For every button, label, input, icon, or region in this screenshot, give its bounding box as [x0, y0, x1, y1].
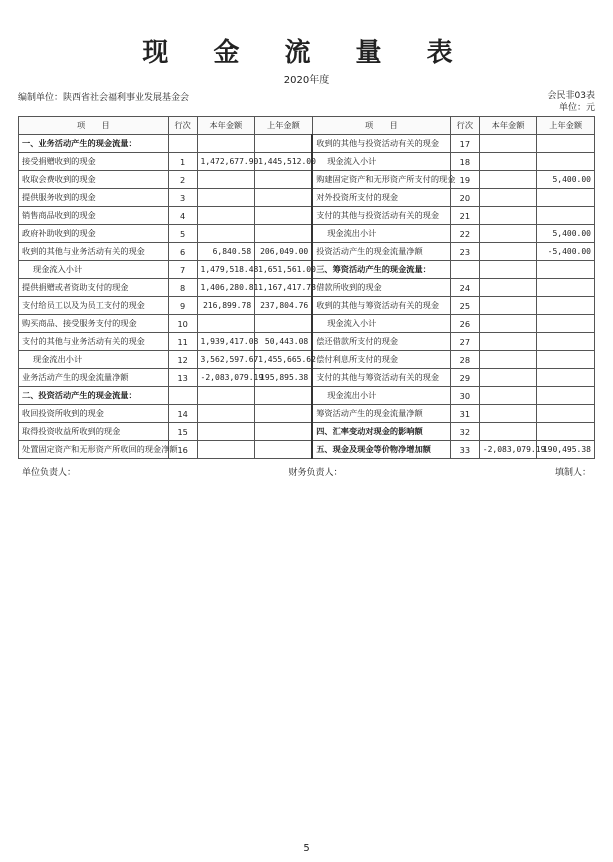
left-prior-cell: 1,651,561.00	[255, 261, 313, 279]
right-line-cell: 29	[450, 369, 479, 387]
right-current-cell	[479, 189, 537, 207]
right-item-cell: 筹资活动产生的现金流量净额	[312, 405, 450, 423]
left-item-cell: 提供捐赠或者资助支付的现金	[19, 279, 169, 297]
left-item-cell: 收到的其他与业务活动有关的现金	[19, 243, 169, 261]
table-row	[19, 387, 595, 405]
right-item-cell: 收到的其他与筹资活动有关的现金	[312, 297, 450, 315]
right-item-cell: 偿还借款所支付的现金	[312, 333, 450, 351]
right-item-cell: 借款所收到的现金	[312, 279, 450, 297]
table-row	[19, 207, 595, 225]
left-item-cell: 收取会费收到的现金	[19, 171, 169, 189]
left-current-cell	[197, 405, 255, 423]
left-line-cell: 1	[168, 153, 197, 171]
right-line-cell: 27	[450, 333, 479, 351]
left-line-cell: 2	[168, 171, 197, 189]
right-prior-cell: 5,400.00	[537, 171, 595, 189]
left-item-cell: 业务活动产生的现金流量净额	[19, 369, 169, 387]
left-current-cell	[197, 441, 255, 459]
left-prior-cell	[255, 315, 313, 333]
left-item-cell: 处置固定资产和无形资产所收回的现金净额	[19, 441, 169, 459]
left-current-cell: 1,479,518.48	[197, 261, 255, 279]
right-prior-cell: 190,495.38	[537, 441, 595, 459]
right-line-cell: 31	[450, 405, 479, 423]
table-row	[19, 351, 595, 369]
right-item-cell: 五、现金及现金等价物净增加额	[312, 441, 450, 459]
left-prior-cell: 1,445,512.00	[255, 153, 313, 171]
left-line-cell: 4	[168, 207, 197, 225]
left-prior-cell	[255, 387, 313, 405]
right-current-cell: -2,083,079.19	[479, 441, 537, 459]
table-row	[19, 369, 595, 387]
left-line-cell: 10	[168, 315, 197, 333]
right-line-cell: 21	[450, 207, 479, 225]
left-item-cell: 二、投资活动产生的现金流量：	[19, 387, 169, 405]
right-prior-cell	[537, 153, 595, 171]
right-line-cell: 32	[450, 423, 479, 441]
header-meta	[18, 90, 595, 114]
right-current-cell	[479, 387, 537, 405]
left-line-cell: 16	[168, 441, 197, 459]
table-row	[19, 279, 595, 297]
right-line-cell: 30	[450, 387, 479, 405]
right-prior-cell: 5,400.00	[537, 225, 595, 243]
right-item-cell: 现金流出小计	[312, 387, 450, 405]
col-item-right: 项 目	[312, 117, 450, 135]
left-item-cell: 支付的其他与业务活动有关的现金	[19, 333, 169, 351]
right-item-cell: 三、筹资活动产生的现金流量：	[312, 261, 450, 279]
left-item-cell: 销售商品收到的现金	[19, 207, 169, 225]
col-line-right: 行次	[450, 117, 479, 135]
left-prior-cell: 195,895.38	[255, 369, 313, 387]
left-current-cell	[197, 171, 255, 189]
right-prior-cell	[537, 333, 595, 351]
left-line-cell: 13	[168, 369, 197, 387]
left-line-cell: 6	[168, 243, 197, 261]
right-current-cell	[479, 171, 537, 189]
right-current-cell	[479, 207, 537, 225]
right-line-cell: 19	[450, 171, 479, 189]
right-line-cell: 22	[450, 225, 479, 243]
left-line-cell: 7	[168, 261, 197, 279]
table-row	[19, 441, 595, 459]
left-item-cell: 取得投资收益所收到的现金	[19, 423, 169, 441]
left-line-cell: 9	[168, 297, 197, 315]
left-current-cell	[197, 189, 255, 207]
right-prior-cell: -5,400.00	[537, 243, 595, 261]
unit-label: 单位：元	[558, 103, 595, 114]
right-item-cell: 对外投资所支付的现金	[312, 189, 450, 207]
right-current-cell	[479, 225, 537, 243]
right-prior-cell	[537, 387, 595, 405]
right-item-cell: 现金流入小计	[312, 315, 450, 333]
left-prior-cell	[255, 405, 313, 423]
left-line-cell: 5	[168, 225, 197, 243]
right-item-cell: 投资活动产生的现金流量净额	[312, 243, 450, 261]
left-prior-cell	[255, 207, 313, 225]
left-line-cell: 14	[168, 405, 197, 423]
left-prior-cell: 1,455,665.62	[255, 351, 313, 369]
form-code: 会民非03表	[547, 91, 595, 101]
left-current-cell	[197, 423, 255, 441]
left-current-cell: -2,083,079.19	[197, 369, 255, 387]
right-current-cell	[479, 243, 537, 261]
table-row	[19, 135, 595, 153]
right-current-cell	[479, 351, 537, 369]
right-item-cell: 偿付利息所支付的现金	[312, 351, 450, 369]
left-current-cell	[197, 207, 255, 225]
left-item-cell: 现金流出小计	[19, 351, 169, 369]
right-current-cell	[479, 153, 537, 171]
left-item-cell: 接受捐赠收到的现金	[19, 153, 169, 171]
left-prior-cell	[255, 225, 313, 243]
right-current-cell	[479, 333, 537, 351]
signature-row	[18, 465, 595, 478]
cash-flow-table	[18, 116, 595, 459]
left-current-cell: 1,472,677.90	[197, 153, 255, 171]
right-prior-cell	[537, 261, 595, 279]
right-prior-cell	[537, 405, 595, 423]
left-line-cell	[168, 387, 197, 405]
table-row	[19, 225, 595, 243]
form-meta	[548, 90, 595, 114]
table-row	[19, 261, 595, 279]
left-current-cell: 1,939,417.08	[197, 333, 255, 351]
right-current-cell	[479, 135, 537, 153]
col-current-right: 本年金额	[479, 117, 537, 135]
col-prior-right: 上年金额	[537, 117, 595, 135]
left-item-cell: 支付给员工以及为员工支付的现金	[19, 297, 169, 315]
right-line-cell	[450, 261, 479, 279]
left-current-cell	[197, 135, 255, 153]
right-line-cell: 23	[450, 243, 479, 261]
right-line-cell: 25	[450, 297, 479, 315]
left-line-cell: 3	[168, 189, 197, 207]
right-current-cell	[479, 297, 537, 315]
right-line-cell: 26	[450, 315, 479, 333]
right-current-cell	[479, 261, 537, 279]
right-item-cell: 收到的其他与投资活动有关的现金	[312, 135, 450, 153]
table-body	[19, 135, 595, 459]
right-item-cell: 四、汇率变动对现金的影响额	[312, 423, 450, 441]
left-prior-cell: 1,167,417.78	[255, 279, 313, 297]
right-prior-cell	[537, 423, 595, 441]
right-prior-cell	[537, 189, 595, 207]
col-current: 本年金额	[197, 117, 255, 135]
table-row	[19, 189, 595, 207]
page-title: 现 金 流 量 表	[142, 38, 471, 68]
table-header-row	[19, 117, 595, 135]
right-prior-cell	[537, 297, 595, 315]
left-prior-cell	[255, 135, 313, 153]
right-current-cell	[479, 423, 537, 441]
right-prior-cell	[537, 315, 595, 333]
right-line-cell: 28	[450, 351, 479, 369]
table-row	[19, 423, 595, 441]
page-number: 5	[303, 843, 310, 854]
right-current-cell	[479, 315, 537, 333]
col-line: 行次	[168, 117, 197, 135]
col-item: 项 目	[19, 117, 169, 135]
right-item-cell: 支付的其他与投资活动有关的现金	[312, 207, 450, 225]
table-row	[19, 297, 595, 315]
left-current-cell: 3,562,597.67	[197, 351, 255, 369]
table-row	[19, 405, 595, 423]
right-current-cell	[479, 405, 537, 423]
left-current-cell: 216,899.78	[197, 297, 255, 315]
left-current-cell	[197, 315, 255, 333]
col-prior: 上年金额	[255, 117, 313, 135]
left-prior-cell: 50,443.08	[255, 333, 313, 351]
left-line-cell: 11	[168, 333, 197, 351]
left-prior-cell	[255, 171, 313, 189]
unit-head-label: 单位负责人：	[22, 468, 77, 479]
right-prior-cell	[537, 207, 595, 225]
left-item-cell: 提供服务收到的现金	[19, 189, 169, 207]
left-line-cell: 12	[168, 351, 197, 369]
right-line-cell: 17	[450, 135, 479, 153]
right-line-cell: 24	[450, 279, 479, 297]
left-item-cell: 购买商品、接受服务支付的现金	[19, 315, 169, 333]
right-item-cell: 购建固定资产和无形资产所支付的现金	[312, 171, 450, 189]
right-item-cell: 支付的其他与筹资活动有关的现金	[312, 369, 450, 387]
preparer-label: 填制人：	[554, 468, 591, 479]
left-prior-cell	[255, 189, 313, 207]
finance-head-label: 财务负责人：	[288, 468, 343, 479]
left-item-cell: 一、业务活动产生的现金流量：	[19, 135, 169, 153]
right-current-cell	[479, 279, 537, 297]
left-item-cell: 现金流入小计	[19, 261, 169, 279]
left-current-cell: 6,840.58	[197, 243, 255, 261]
right-line-cell: 20	[450, 189, 479, 207]
left-line-cell: 8	[168, 279, 197, 297]
right-prior-cell	[537, 351, 595, 369]
left-prior-cell	[255, 423, 313, 441]
table-row	[19, 315, 595, 333]
table-row	[19, 333, 595, 351]
right-current-cell	[479, 369, 537, 387]
left-line-cell: 15	[168, 423, 197, 441]
right-item-cell: 现金流入小计	[312, 153, 450, 171]
left-prior-cell: 206,049.00	[255, 243, 313, 261]
left-current-cell: 1,406,280.81	[197, 279, 255, 297]
right-prior-cell	[537, 279, 595, 297]
left-prior-cell: 237,804.76	[255, 297, 313, 315]
right-prior-cell	[537, 135, 595, 153]
left-item-cell: 收回投资所收到的现金	[19, 405, 169, 423]
table-row	[19, 243, 595, 261]
right-line-cell: 18	[450, 153, 479, 171]
left-line-cell	[168, 135, 197, 153]
period-label: 2020年度	[283, 75, 330, 86]
table-row	[19, 171, 595, 189]
right-prior-cell	[537, 369, 595, 387]
org-label: 编制单位：陕西省社会福利事业发展基金会	[18, 93, 190, 103]
table-row	[19, 153, 595, 171]
right-item-cell: 现金流出小计	[312, 225, 450, 243]
left-item-cell: 政府补助收到的现金	[19, 225, 169, 243]
left-current-cell	[197, 387, 255, 405]
left-prior-cell	[255, 441, 313, 459]
right-line-cell: 33	[450, 441, 479, 459]
left-current-cell	[197, 225, 255, 243]
